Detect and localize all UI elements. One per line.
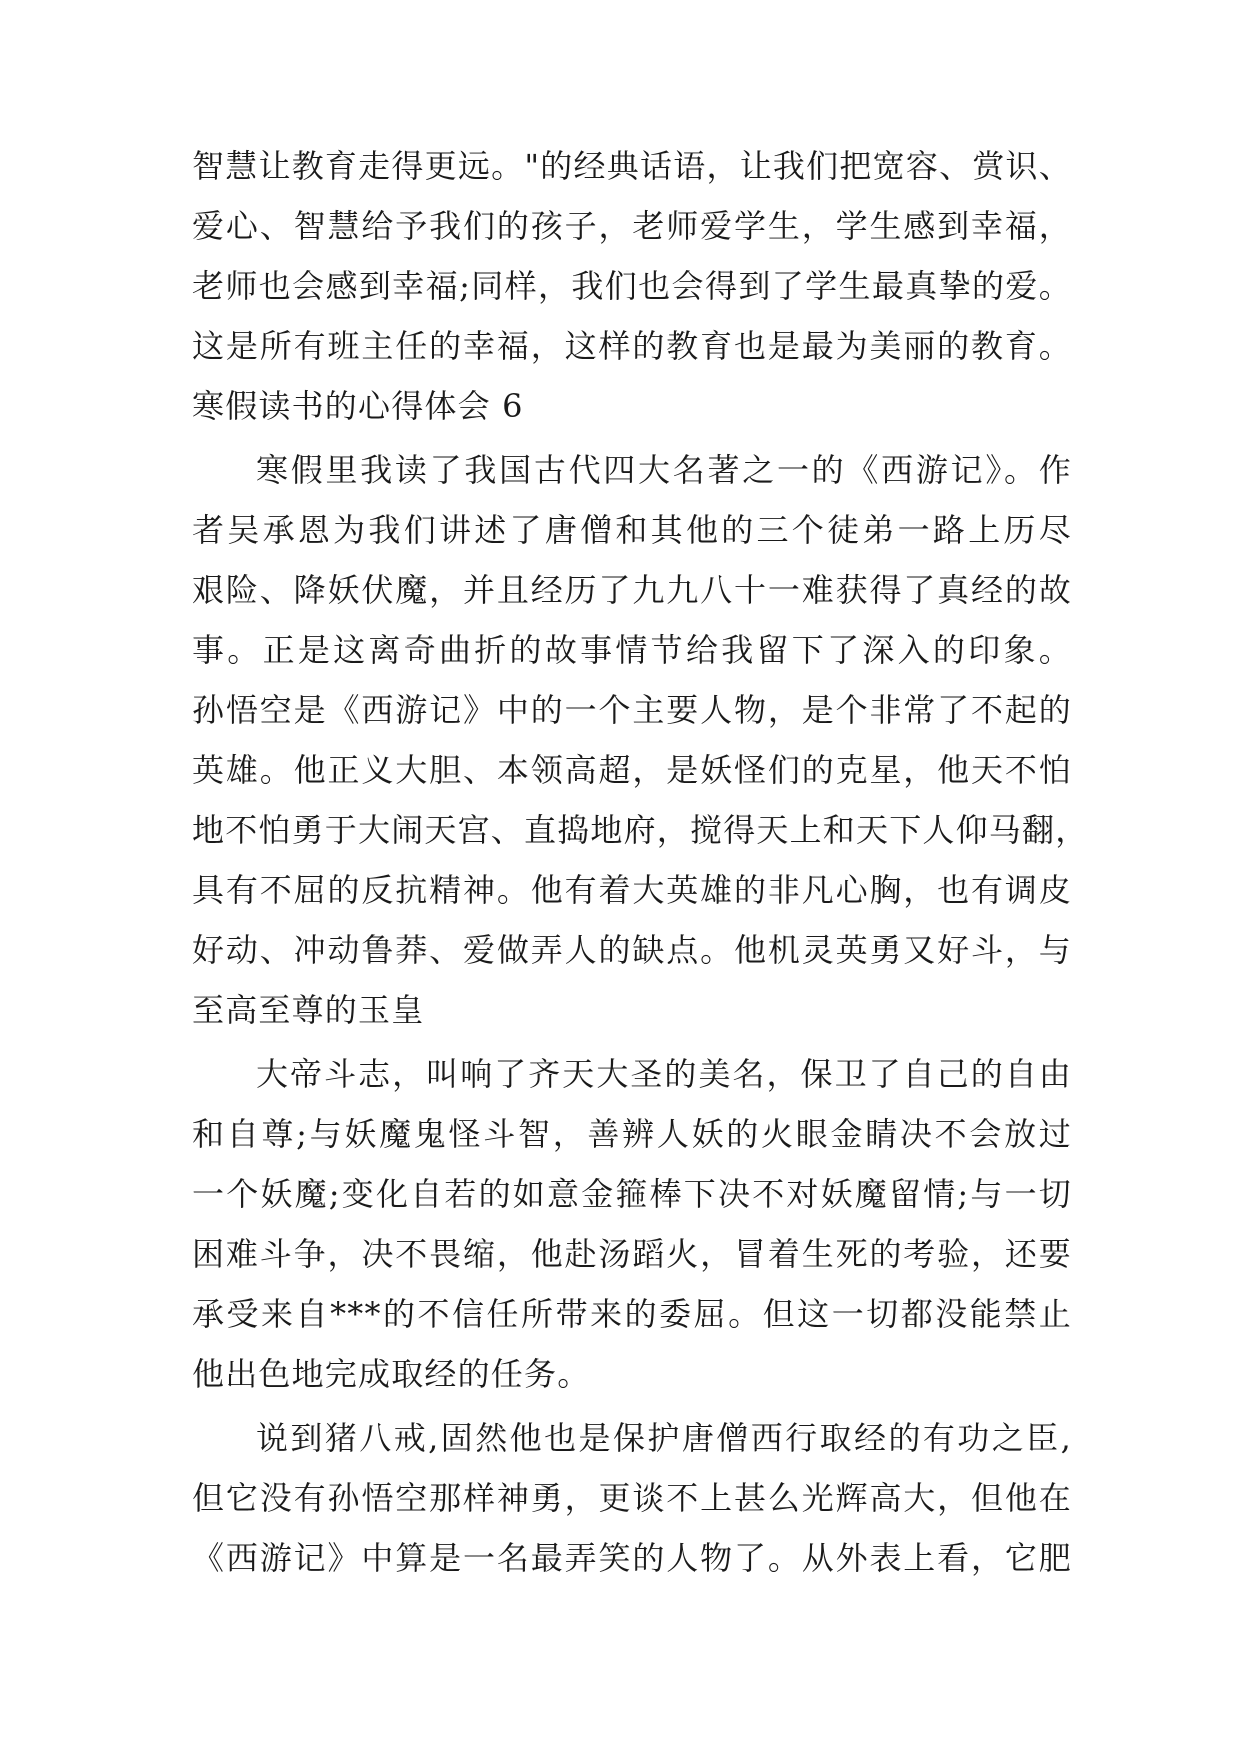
text-line: 这是所有班主任的幸福，这样的教育也是最为美丽的教育。 xyxy=(192,327,1072,365)
paragraph-first-line: 说到猪八戒,固然他也是保护唐僧西行取经的有功之臣, xyxy=(256,1419,1072,1457)
text-line: 地不怕勇于大闹天宫、直捣地府，搅得天上和天下人仰马翻， xyxy=(192,811,1089,849)
text-line: 具有不屈的反抗精神。他有着大英雄的非凡心胸，也有调皮 xyxy=(192,871,1072,909)
text-line: 但它没有孙悟空那样神勇，更谈不上甚么光辉高大，但他在 xyxy=(192,1479,1072,1517)
text-line: 好动、冲动鲁莽、爱做弄人的缺点。他机灵英勇又好斗，与 xyxy=(192,931,1072,969)
text-line: 《西游记》中算是一名最弄笑的人物了。从外表上看，它肥 xyxy=(192,1539,1072,1577)
text-line: 者吴承恩为我们讲述了唐僧和其他的三个徒弟一路上历尽 xyxy=(192,511,1072,549)
text-line: 爱心、智慧给予我们的孩子，老师爱学生，学生感到幸福， xyxy=(192,207,1072,245)
text-line: 至高至尊的玉皇 xyxy=(192,991,425,1029)
text-line: 困难斗争，决不畏缩，他赴汤蹈火，冒着生死的考验，还要 xyxy=(192,1235,1072,1273)
text-line: 老师也会感到幸福;同样，我们也会得到了学生最真挚的爱。 xyxy=(192,267,1072,305)
paragraph-first-line: 寒假里我读了我国古代四大名著之一的《西游记》。作 xyxy=(256,451,1072,489)
section-heading: 寒假读书的心得体会 6 xyxy=(192,387,524,425)
text-line: 和自尊;与妖魔鬼怪斗智，善辨人妖的火眼金睛决不会放过 xyxy=(192,1115,1072,1153)
paragraph-first-line: 大帝斗志，叫响了齐天大圣的美名，保卫了自己的自由 xyxy=(256,1055,1072,1093)
text-line: 承受来自***的不信任所带来的委屈。但这一切都没能禁止 xyxy=(192,1295,1072,1333)
text-line: 他出色地完成取经的任务。 xyxy=(192,1355,591,1393)
text-line: 事。正是这离奇曲折的故事情节给我留下了深入的印象。 xyxy=(192,631,1072,669)
text-line: 孙悟空是《西游记》中的一个主要人物，是个非常了不起的 xyxy=(192,691,1072,729)
text-line: 艰险、降妖伏魔，并且经历了九九八十一难获得了真经的故 xyxy=(192,571,1072,609)
document-body xyxy=(192,136,1089,1588)
text-line: 一个妖魔;变化自若的如意金箍棒下决不对妖魔留情;与一切 xyxy=(192,1175,1072,1213)
text-line: 英雄。他正义大胆、本领高超，是妖怪们的克星，他天不怕 xyxy=(192,751,1072,789)
text-line: 智慧让教育走得更远。"的经典话语，让我们把宽容、赏识、 xyxy=(192,147,1072,185)
